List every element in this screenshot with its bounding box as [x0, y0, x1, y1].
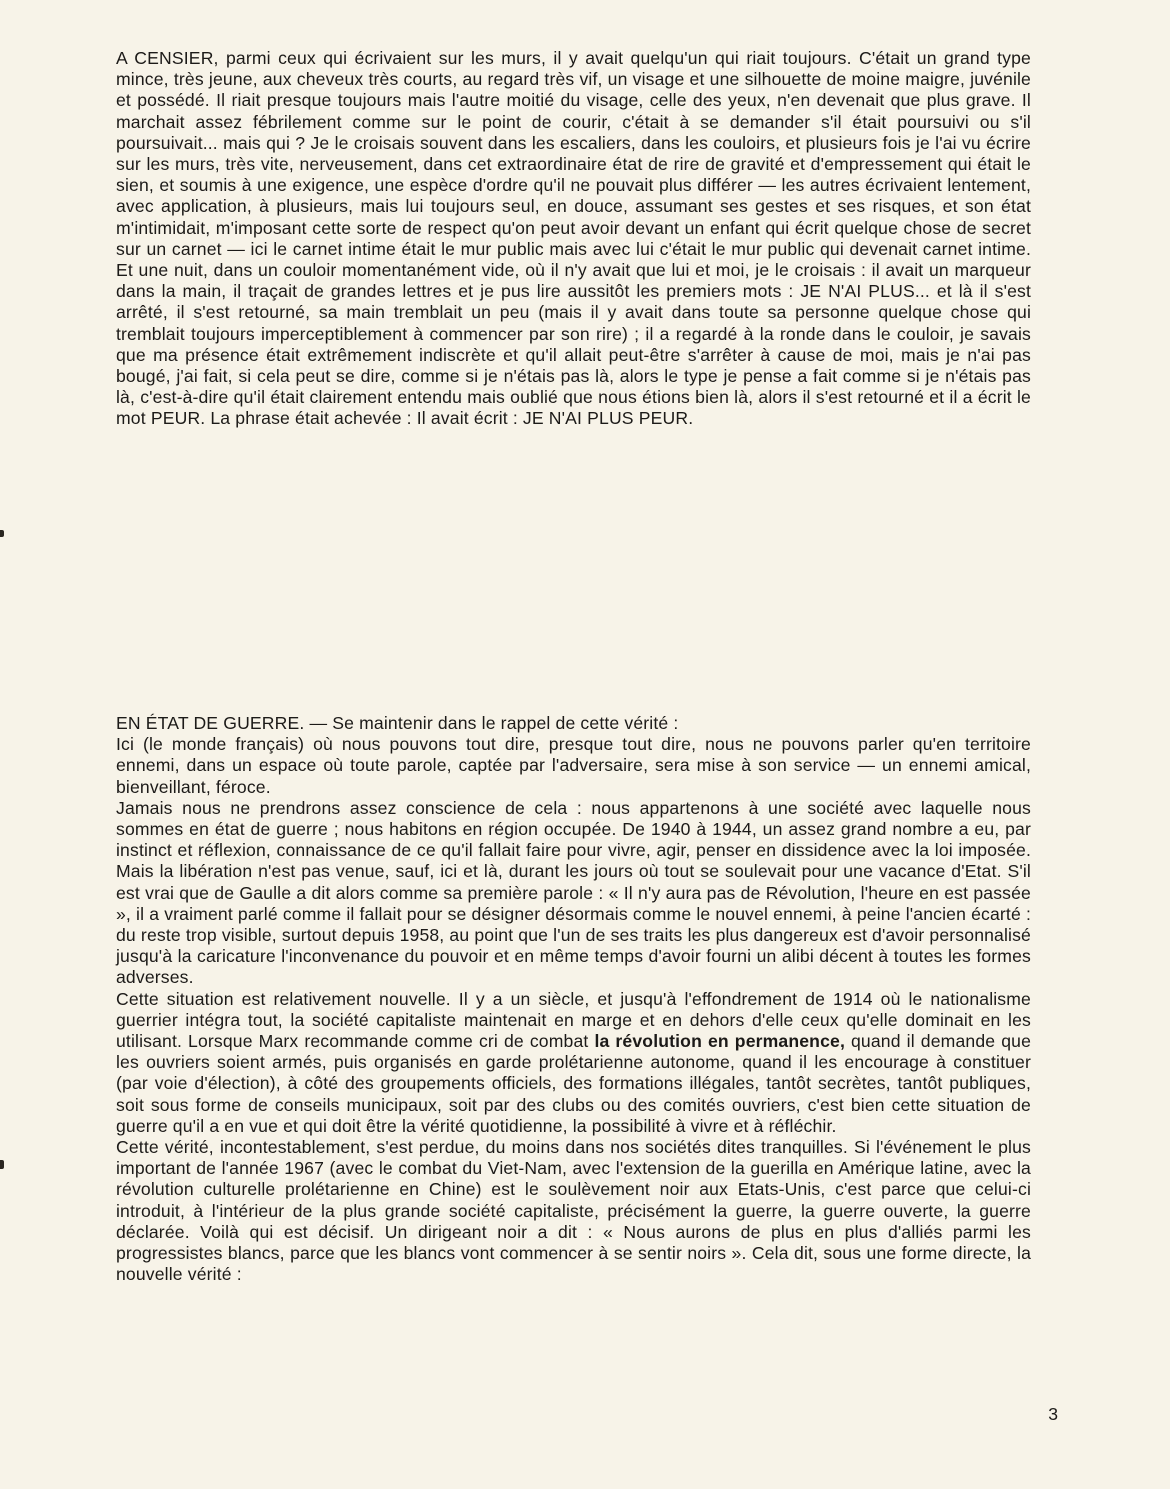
paragraph-1: Ici (le monde français) où nous pouvons tout dire, presque tout dire, nous ne pouvons parler qu'en territoire ennemi, dans un espace où toute parole, captée par l'adversaire, sera mise à son service — un ennemi amical, bienveillant, féroce. [116, 734, 1031, 797]
etat-de-guerre-section [116, 713, 1031, 1285]
page-number: 3 [1048, 1404, 1058, 1424]
paragraph-3-text-b: quand il demande que les ouvriers soient armés, puis organisés en garde prolétarienne autonome, quand il les encourage à constituer (par voie d'élection), à côté des groupements officiels, des formations illégales, tantôt secrètes, tantôt publiques, soit sous forme de conseils municipaux, soit par des clubs ou des comités ouvriers, c'est bien cette situation de guerre qu'il a en vue et qui doit être la vérité quotidienne, la possibilité à vivre et à réfléchir. [116, 1031, 1032, 1136]
paragraph-3-text-a: Cette situation est relativement nouvelle. Il y a un siècle, et jusqu'à l'effondrement de 1914 où le nationalisme guerrier intégra tout, la société capitaliste maintenait en marge et en dehors d'elle ceux qu'elle dominait en les utilisant. Lorsque Marx recommande comme cri de combat [116, 988, 1031, 1052]
paragraph-2: Jamais nous ne prendrons assez conscience de cela : nous appartenons à une société avec laquelle nous sommes en état de guerre ; nous habitons en région occupée. De 1940 à 1944, un assez grand nombre a eu, par instinct et réflexion, connaissance de ce qu'il fallait faire pour vivre, agir, penser en dissidence avec la loi imposée. Mais la libération n'est pas venue, sauf, ici et là, durant les jours où tout se soulevait pour une vacance d'Etat. S'il est vrai que de Gaulle a dit alors comme sa première parole : « Il n'y aura pas de Révolution, l'heure en est passée », il a vraiment parlé comme il fallait pour se désigner désormais comme le nouvel ennemi, à peine l'ancien écarté : du reste trop visible, surtout depuis 1958, au point que l'un de ses traits les plus dangereux est d'avoir personnalisé jusqu'à la caricature l'inconvenance du pouvoir et en même temps d'avoir fourni un alibi décent à toutes les formes adverses. [116, 797, 1031, 988]
censier-paragraph [116, 48, 1031, 430]
paragraph-3 [116, 989, 1031, 1137]
binding-hole-mark [0, 530, 4, 537]
paragraph-4: Cette vérité, incontestablement, s'est perdue, du moins dans nos sociétés dites tranquilles. Si l'événement le plus important de l'année 1967 (avec le combat du Viet-Nam, avec l'extension de la guerilla en Amérique latine, avec la révolution culturelle prolétarienne en Chine) est le soulèvement noir aux Etats-Unis, c'est parce que celui-ci introduit, à l'intérieur de la plus grande société capitaliste, précisément la guerre, la guerre ouverte, la guerre déclarée. Voilà qui est décisif. Un dirigeant noir a dit : « Nous aurons de plus en plus d'alliés parmi les progressistes blancs, parce que les blancs vont commencer à se sentir noirs ». Cela dit, sous une forme directe, la nouvelle vérité : [116, 1137, 1031, 1285]
censier-text: A CENSIER, parmi ceux qui écrivaient sur les murs, il y avait quelqu'un qui riait toujours. C'était un grand type mince, très jeune, aux cheveux très courts, au regard très vif, un visage et une silhouette de moine maigre, juvénile et possédé. Il riait presque toujours mais l'autre moitié du visage, celle des yeux, n'en devenait que plus grave. Il marchait assez fébrilement comme sur le point de courir, c'était à se demander s'il était poursuivi ou s'il poursuivait... mais qui ? Je le croisais souvent dans les escaliers, dans les couloirs, et plusieurs fois je l'ai vu écrire sur les murs, très vite, nerveusement, dans cet extraordinaire état de rire de gravité et d'empressement qui était le sien, et soumis à une exigence, une espèce d'ordre qu'il ne pouvait plus différer — les autres écrivaient lentement, avec application, à plusieurs, mais lui toujours seul, en douce, assumant ses gestes et ses risques, et son état m'intimidait, m'imposant cette sorte de respect qu'on peut avoir devant un enfant qui écrit quelque chose de secret sur un carnet — ici le carnet intime était le mur public mais avec lui c'était le mur public qui devenait carnet intime. Et une nuit, dans un couloir momentanément vide, où il n'y avait que lui et moi, je le croisais : il avait un marqueur dans la main, il traçait de grandes lettres et je pus lire aussitôt les premiers mots : JE N'AI PLUS... et là il s'est arrêté, il s'est retourné, sa main tremblait un peu (mais il y avait dans toute sa personne quelque chose qui tremblait toujours imperceptiblement à commencer par son rire) ; il a regardé à la ronde dans le couloir, je savais que ma présence était extrêmement indiscrète et qu'il allait peut-être s'arrêter à cause de moi, mais je n'ai pas bougé, j'ai fait, si cela peut se dire, comme si je n'étais pas là, alors le type je pense a fait comme si je n'étais pas là, c'est-à-dire qu'il était clairement entendu mais oublié que nous étions bien là, alors il s'est retourné et il a écrit le mot PEUR. La phrase était achevée : Il avait écrit : JE N'AI PLUS PEUR. [116, 48, 1031, 429]
paragraph-3-bold: la révolution en permanence, [594, 1031, 845, 1052]
section-heading: EN ÉTAT DE GUERRE. — Se maintenir dans le rappel de cette vérité : [116, 713, 679, 733]
binding-hole-mark [0, 1160, 4, 1169]
